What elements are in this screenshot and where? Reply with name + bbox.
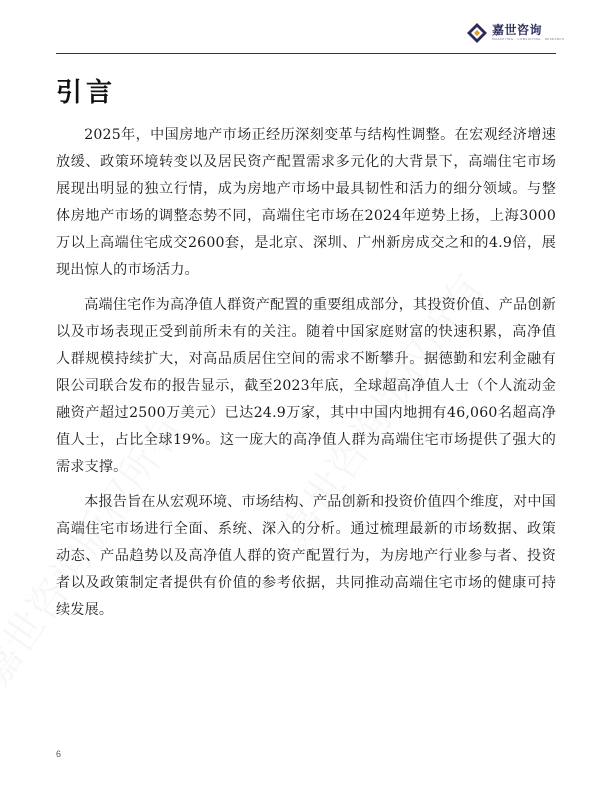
paragraph-1: 2025年，中国房地产市场正经历深刻变革与结构性调整。在宏观经济增速放缓、政策环境转变以及居民资产配置需求多元化的大背景下，高端住宅市场展现出明显的独立行情，成为房地产市场中最具韧性和活力的细分领域。与整体房地产市场的调整态势不同，高端住宅市场在2024年逆势上扬，上海3000万以上高端住宅成交2600套，是北京、深圳、广州新房成交之和的4.9倍，展现出惊人的市场活力。 [56, 127, 556, 278]
logo-diamond-icon [466, 22, 488, 44]
page-number: 6 [56, 749, 62, 759]
paragraph-3: 本报告旨在从宏观环境、市场结构、产品创新和投资价值四个维度，对中国高端住宅市场进行全面、系统、深入的分析。通过梳理最新的市场数据、政策动态、产品趋势以及高净值人群的资产配置行为，为房地产行业参与者、投资者以及政策制定者提供有价值的参考依据，共同推动高端住宅市场的健康可持续发展。 [56, 494, 556, 618]
company-logo [466, 22, 565, 46]
logo-subtitle: MARKETING · CONSULTING · RESEARCH [492, 37, 565, 41]
header-divider [56, 53, 556, 54]
section-title: 引言 [56, 78, 117, 108]
paragraph-2: 高端住宅作为高净值人群资产配置的重要组成部分，其投资价值、产品创新以及市场表现正受到前所未有的关注。随着中国家庭财富的快速积累，高净值人群规模持续扩大，对高品质居住空间的需求不断攀升。据德勤和宏利金融有限公司联合发布的报告显示，截至2023年底，全球超高净值人士（个人流动金融资产超过2500万美元）已达24.9万家，其中中国内地拥有46,060名超高净值人士，占比全球19%。这一庞大的高净值人群为高端住宅市场提供了强大的需求支撑。 [56, 297, 556, 475]
page-header [56, 0, 565, 56]
body-text [56, 122, 556, 632]
logo-text: 嘉世咨询 [492, 23, 543, 37]
